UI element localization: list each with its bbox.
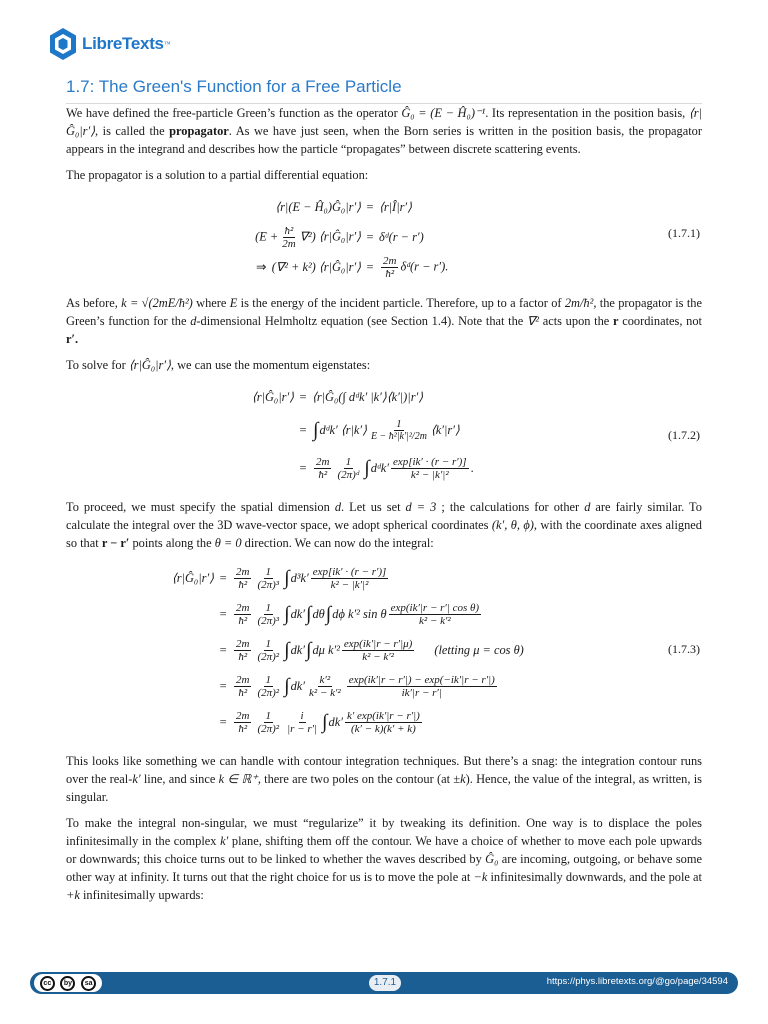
paragraph-momentum: To solve for ⟨r|Ĝ₀|r′⟩, we can use the momentum eigenstates: (66, 358, 371, 372)
paragraph-proceed: To proceed, we must specify the spatial dimension d. Let us set d = 3 ; the calculations for other d are fairly similar. To calculate the integral over the 3D wave-vector space, we adopt spherical coordinates (k′, θ, ϕ), with the coordinate axes aligned so that r − r′ points along the θ = 0 direction. We can now do the integral: (66, 500, 702, 550)
site-header (48, 26, 171, 62)
cc-license-badge[interactable] (34, 974, 102, 992)
page-number: 1.7.1 (369, 975, 401, 991)
paragraph-contour: This looks like something we can handle with contour integration techniques. But there’s a snag: the integration contour runs over the real-k′ line, and since k ∈ ℝ⁺, there are two poles on the contour (at ±k). Hence, the value of the integral, as written, is singular. (66, 754, 702, 804)
page-url-link[interactable]: https://phys.libretexts.org/@go/page/34594 (546, 976, 728, 987)
logo-text[interactable]: LibreTexts (82, 34, 164, 53)
page-footer (30, 972, 738, 994)
paragraph-pde: The propagator is a solution to a partial differential equation: (66, 168, 369, 182)
libretexts-logo-icon[interactable] (48, 27, 78, 61)
equation-label: (1.7.2) (668, 428, 700, 442)
article-body (66, 104, 702, 912)
equation-label: (1.7.3) (668, 642, 700, 656)
paragraph-regularize: To make the integral non-singular, we must “regularize” it by tweaking its definition. One way is to displace the poles infinitesimally in the complex k′ plane, shifting them off the contour. We have a choice of whether to move each pole upwards or downwards; this choice turns out to be linked to whether the waves described by Ĝ₀ are incoming, outgoing, or behave some other way at infinity. It turns out that the right choice for us is to move the pole at −k infinitesimally downwards, and the pole at +k infinitesimally upwards: (66, 816, 702, 902)
equation-1-7-3: (1.7.3) ⟨r|Ĝ₀|r′⟩ = $\frac{2m}{\text{ħ²}}$ $\frac{1}{\text{(2π)³}}$ ∫ d³k′ $\frac{\exp[ik' \cdot (r - r')]}{\text{k² − |k′|²}}$ = $\frac{2m}{\text{ħ²}}$ $\frac{1}{\text{(2π)³}}$ ∫ dk′ ∫ dθ ∫ dϕ k′² sin θ $\frac{\text{exp(ik′|r − r′| cos θ)}}{\text{k² − k′²}}$ = $\frac{2m}{\text{ħ²}}$ $\frac{1}{\text{(2π)²}}$ ∫ dk′ ∫ dμ k′² $\frac{\exp(ik'|r - r'|\mu)}{\text{k² − k′²}}$ (letting μ = cos θ) = $\frac{2m}{\text{ħ²}}$ $\frac{1}{\text{(2π)²}}$ ∫ dk′ $\frac{\text{k′²}}{\text{k² − k′²}}$ $\frac{\exp(ik'|r - r'|) - \exp(-ik'|r - r'|)}{ik'|r - r'|}$ = $\frac{2m}{\text{ħ²}}$ $\frac{1}{\text{(2π)²}}$ $\frac{i}{|r - r'|}$ ∫ dk′ $\frac{k' \exp(ik'|r - r'|)}{(k' - k)(k' + k)}$ (171, 565, 700, 735)
equation-label: (1.7.1) (668, 226, 700, 240)
paragraph-intro: We have defined the free-particle Green’s function as the operator Ĝ₀ = (E − Ĥ₀)⁻¹. Its representation in the position basis, ⟨r|Ĝ₀|r′⟩, is called the propagator. As we have just seen, when the Born series is written in the position basis, the propagator appears in the integrand and describes how the particle “propagates” between discrete scattering events. (66, 106, 702, 156)
equation-1-7-1: (1.7.1) ⟨r|(E − Ĥ₀)Ĝ₀|r′⟩ = ⟨r|Î|r′⟩ (E + $\frac{\text{ħ²}}{2m}$ ∇²) ⟨r|Ĝ₀|r′⟩ = δᵈ(r − r′) ⇒ (∇² + k²) ⟨r|Ĝ₀|r′⟩ = $\frac{2m}{\text{ħ²}}$ δᵈ(r − r′). (255, 200, 700, 280)
page-title: 1.7: The Green's Function for a Free Particle (66, 77, 702, 104)
share-alike-icon: sa (81, 976, 96, 991)
by-attribution-icon: by (60, 976, 75, 991)
cc-icon: cc (40, 976, 55, 991)
logo-trademark: ™ (163, 40, 171, 48)
equation-1-7-2: (1.7.2) ⟨r|Ĝ₀|r′⟩ = ⟨r|Ĝ₀(∫ dᵈk′ |k′⟩⟨k′|)|r′⟩ = ∫ dᵈk′ ⟨r|k′⟩ $\frac{1}{\text{E − ħ²|k′|²/2m}}$ ⟨k′|r′⟩ = $\frac{2m}{\text{ħ²}}$ $\frac{1}{\text{(2π)ᵈ}}$ ∫ dᵈk′ $\frac{\exp[ik' \cdot (r - r')]}{\text{k² − |k′|²}}$ . (251, 390, 700, 481)
paragraph-helmholtz: As before, k = √(2mE/ħ²) where E is the energy of the incident particle. Therefore, up to a factor of 2m/ħ², the propagator is the Green’s function for the d-dimensional Helmholtz equation (see Section 1.4). Note that the ∇² acts upon the r coordinates, not r′. (66, 296, 702, 346)
